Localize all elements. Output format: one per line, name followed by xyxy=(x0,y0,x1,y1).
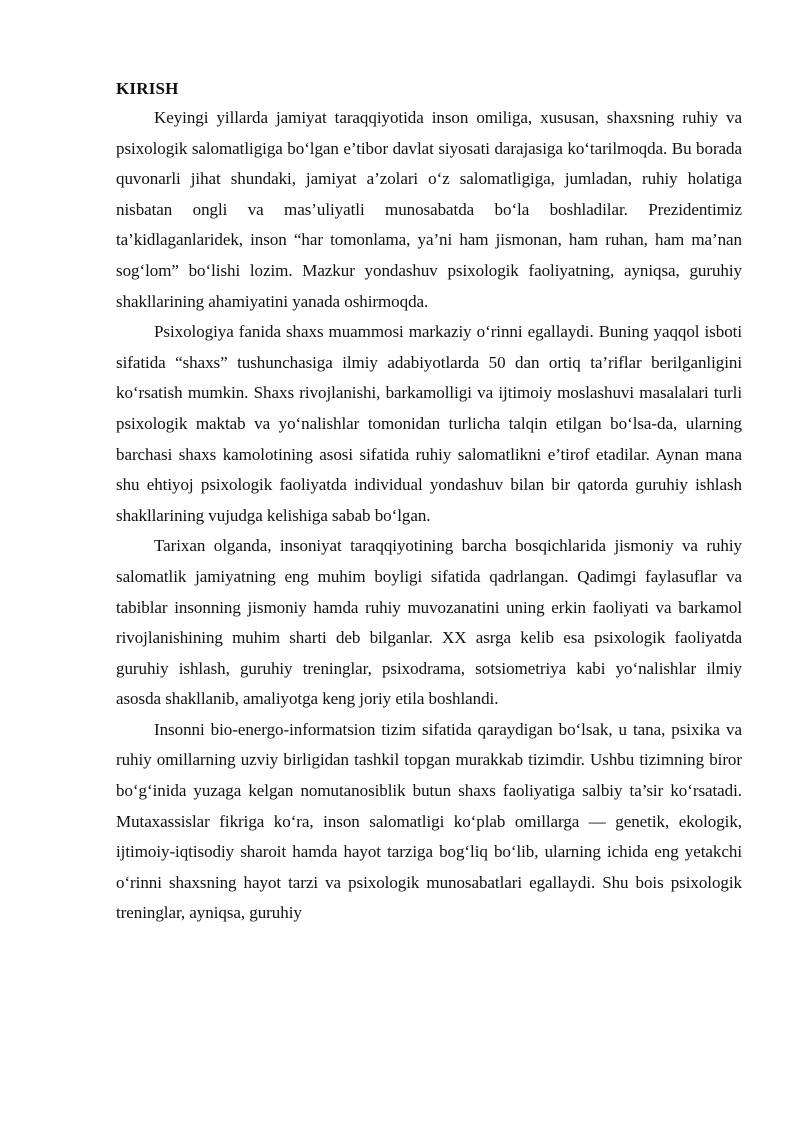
section-heading: KIRISH xyxy=(116,79,179,98)
paragraph-2: Psixologiya fanida shaxs muammosi markaziy o‘rinni egallaydi. Buning yaqqol isboti sifatida “shaxs” tushunchasiga ilmiy adabiyotlarda 50 dan ortiq ta’riflar berilganligini ko‘rsatish mumkin. Shaxs rivojlanishi, barkamolligi va ijtimoiy moslashuvi masalalari turli psixologik maktab va yo‘nalishlar tomonidan turlicha talqin etilgan bo‘lsa-da, ularning barchasi shaxs kamolotining asosi sifatida ruhiy salomatlikni e’tirof etadilar. Aynan mana shu ehtiyoj psixologik faoliyatda individual yondashuv bilan bir qatorda guruhiy ishlash shakllarining vujudga kelishiga sabab bo‘lgan. xyxy=(116,322,742,525)
paragraph-4: Insonni bio-energo-informatsion tizim sifatida qaraydigan bo‘lsak, u tana, psixika va ruhiy omillarning uzviy birligidan tashkil topgan murakkab tizimdir. Ushbu tizimning biror bo‘g‘inida yuzaga kelgan nomutanosiblik butun shaxs faoliyatiga salbiy ta’sir ko‘rsatadi. Mutaxassislar fikriga ko‘ra, inson salomatligi ko‘plab omillarga — genetik, ekologik, ijtimoiy-iqtisodiy sharoit hamda hayot tarziga bog‘liq bo‘lib, ularning ichida eng yetakchi o‘rinni shaxsning hayot tarzi va psixologik munosabatlari egallaydi. Shu bois psixologik treninglar, ayniqsa, guruhiy xyxy=(116,719,742,923)
paragraph-1: Keyingi yillarda jamiyat taraqqiyotida inson omiliga, xususan, shaxsning ruhiy va psixologik salomatligiga bo‘lgan e’tibor davlat siyosati darajasiga ko‘tarilmoqda. Bu borada quvonarli jihat shundaki, jamiyat a’zolari o‘z salomatligiga, jumladan, ruhiy holatiga nisbatan ongli va mas’uliyatli munosabatda bo‘la boshladilar. Prezidentimiz ta’kidlaganlaridek, inson “har tomonlama, ya’ni ham jismonan, ham ruhan, ham ma’nan sog‘lom” bo‘lishi lozim. Mazkur yondashuv psixologik faoliyatning, ayniqsa, guruhiy shakllarining ahamiyatini yanada oshirmoqda. xyxy=(116,108,742,311)
page-content xyxy=(116,75,742,929)
paragraph-3: Tarixan olganda, insoniyat taraqqiyotining barcha bosqichlarida jismoniy va ruhiy salomatlik jamiyatning eng muhim boyligi sifatida qadrlangan. Qadimgi faylasuflar va tabiblar insonning jismoniy hamda ruhiy muvozanatini uning erkin faoliyati va barkamol rivojlanishining muhim sharti deb bilganlar. XX asrga kelib esa psixologik faoliyatda guruhiy ishlash, guruhiy treninglar, psixodrama, sotsiometriya kabi yo‘nalishlar ilmiy asosda shakllanib, amaliyotga keng joriy etila boshlandi. xyxy=(116,536,742,709)
